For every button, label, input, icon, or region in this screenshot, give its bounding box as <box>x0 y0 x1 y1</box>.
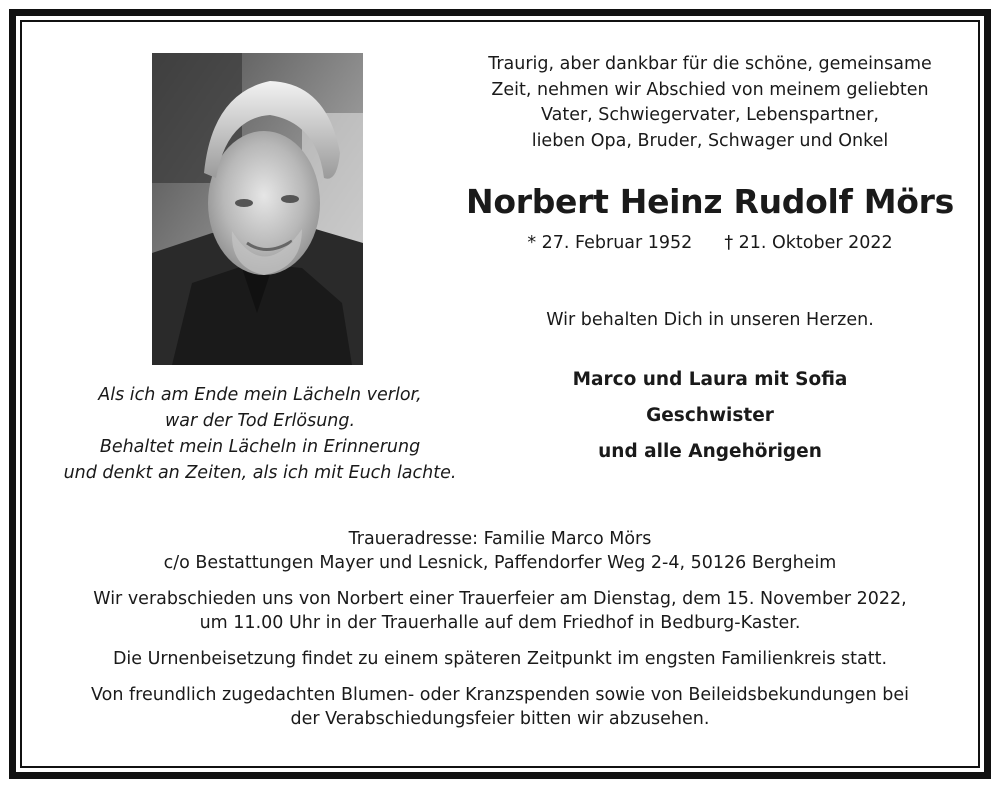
mourning-address <box>30 527 970 575</box>
poem-line: Als ich am Ende mein Lächeln verlor, <box>98 385 422 405</box>
funeral-details <box>30 527 970 743</box>
mourner-line: Geschwister <box>646 405 774 426</box>
donation-line: der Verabschiedungsfeier bitten wir abzusehen. <box>290 709 710 729</box>
poem-line: war der Tod Erlösung. <box>164 411 356 431</box>
ceremony-line: Wir verabschieden uns von Norbert einer Trauerfeier am Dienstag, dem 15. November 2022, <box>93 589 907 609</box>
intro-line: Vater, Schwiegervater, Lebenspartner, <box>541 105 879 125</box>
urn-burial-info <box>30 647 970 671</box>
urn-line: Die Urnenbeisetzung findet zu einem späteren Zeitpunkt im engsten Familienkreis statt. <box>112 649 888 669</box>
birth-date: * 27. Februar 1952 <box>527 233 693 253</box>
ceremony-info <box>30 587 970 635</box>
donation-line: Von freundlich zugedachten Blumen- oder Kranzspenden sowie von Beileidsbekundungen bei <box>91 685 909 705</box>
ceremony-line: um 11.00 Uhr in der Trauerhalle auf dem Friedhof in Bedburg-Kaster. <box>199 613 801 633</box>
life-dates <box>440 230 980 256</box>
donation-note <box>30 683 970 731</box>
portrait-photo-icon <box>152 53 363 365</box>
address-line: Traueradresse: Familie Marco Mörs <box>348 529 652 549</box>
intro-line: Traurig, aber dankbar für die schöne, gemeinsame <box>488 54 932 74</box>
death-date: † 21. Oktober 2022 <box>724 233 893 253</box>
mourner-line: und alle Angehörigen <box>598 441 822 462</box>
intro-line: lieben Opa, Bruder, Schwager und Onkel <box>531 130 889 151</box>
address-line: c/o Bestattungen Mayer und Lesnick, Paffendorfer Weg 2-4, 50126 Bergheim <box>163 553 837 573</box>
motto: Wir behalten Dich in unseren Herzen. <box>546 310 874 330</box>
poem-line: und denkt an Zeiten, als ich mit Euch lachte. <box>63 463 457 483</box>
deceased-name: Norbert Heinz Rudolf Mörs <box>466 182 954 221</box>
intro-line: Zeit, nehmen wir Abschied von meinem geliebten <box>491 79 929 100</box>
portrait-photo <box>152 53 363 365</box>
intro-text <box>440 52 980 154</box>
mourner-line: Marco und Laura mit Sofia <box>572 369 848 390</box>
poem <box>40 382 480 486</box>
mourners <box>440 362 980 470</box>
poem-line: Behaltet mein Lächeln in Erinnerung <box>99 437 421 457</box>
